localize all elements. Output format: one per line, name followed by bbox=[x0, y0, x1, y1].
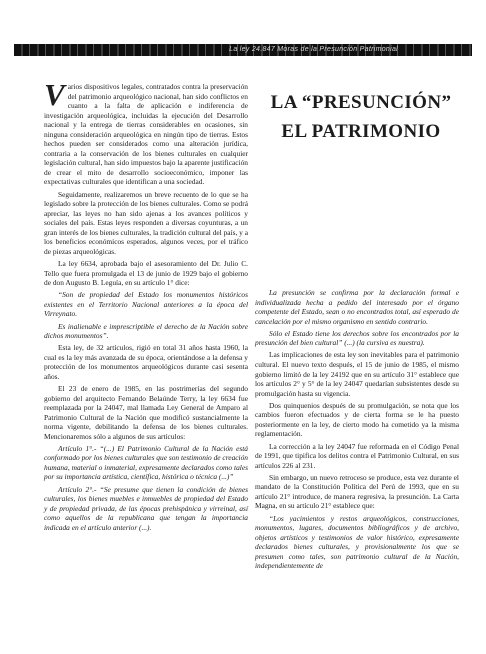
paragraph: La ley 6634, aprobada bajo el asesoramiento del Dr. Julio C. Tello que fuera promulgada el 13 de junio de 1929 bajo el gobierno de don Augusto B. Leguía, en su artículo 1° dice: bbox=[44, 259, 248, 288]
right-column bbox=[255, 288, 459, 571]
quote: Sólo el Estado tiene los derechos sobre los encontrados por la presunción del bien cultural” (...) (la cursiva es nuestra). bbox=[255, 328, 459, 348]
intro-paragraph bbox=[44, 77, 248, 187]
header-banner bbox=[14, 44, 472, 56]
quote: Artículo 1°.- “(...) El Patrimonio Cultural de la Nación está conformado por los bienes culturales que son testimonio de creación humana, material o inmaterial, expresamente declarados como tales por su importancia artística, científica, histórica o técnica (...)” bbox=[44, 443, 248, 482]
banner-text: La ley 24.847 Moras de la Presunción Patrimonial bbox=[229, 46, 398, 53]
quote: La presunción se confirma por la declaración formal e individualizada hecha a pedido del interesado por el órgano competente del Estado, sean o no encontrados total, así esperado de cancelación por el mismo organismo en sentido contrario. bbox=[255, 288, 459, 326]
title-line-1: LA “PRESUNCIÓN” bbox=[270, 92, 452, 113]
article-title bbox=[254, 90, 468, 144]
paragraph: El 23 de enero de 1985, en las postrimerías del segundo gobierno del arquitecto Fernando Belaúnde Terry, la ley 6634 fue reemplazada por la 24047, mal llamada Ley General de Amparo al Patrimonio Cultural de la Nación que modificó sustancialmente la norma vigente, debilitando la defensa de los bienes culturales. Mencionaremos sólo a algunos de sus artículos: bbox=[44, 383, 248, 441]
left-column bbox=[44, 77, 248, 532]
quote: “Son de propiedad del Estado los monumentos históricos existentes en el Territorio Nacional anteriores a la época del Virreynato. bbox=[44, 290, 248, 319]
paragraph: Seguidamente, realizaremos un breve recuento de lo que se ha legislado sobre la protección de los bienes culturales. Como se podrá apreciar, las leyes no han sido ajenas a los avances políticos y sociales del país. Estas leyes responden a diversas coyunturas, a un gran interés de los bienes culturales, la tradición cultural del país, y a los beneficios económicos esperados, algunos veces, por el tráfico de piezas arqueológicas. bbox=[44, 189, 248, 256]
quote: “Los yacimientos y restos arqueológicos, construcciones, monumentos, lugares, documentos bibliográficos y de archivo, objetos artísticos y testimonios de valor histórico, expresamente declarados bienes culturales, y provisionalmente los que se presumen como tales, son patrimonio cultural de la Nación, independientemente de bbox=[255, 513, 459, 571]
drop-cap: V bbox=[44, 77, 65, 112]
title-line-2: EL PATRIMONIO bbox=[281, 121, 441, 142]
quote: Artículo 2°.- “Se presume que tienen la condición de bienes culturales, los bienes muebles e inmuebles de propiedad del Estado y de propiedad privada, de las épocas prehispánica y virreinal, así como aquellos de la republicana que tengan la importancia indicada en el artículo anterior (...). bbox=[44, 484, 248, 532]
paragraph: Dos quinquenios después de su promulgación, se nota que los cambios fueron efectuados y de cierta forma se le ha puesto posteriormente en la ley, de cierto modo ha cometido ya la misma reglamentación. bbox=[255, 400, 459, 439]
intro-text: arios dispositivos legales, contratados contra la preservación del patrimonio arqueológico nacional, han sido conflictos en cuanto a la falta de aplicación e indiferencia de investigación arqueológica, incluidas la ejecución del Desarrollo nacional y la entrega de tierras considerables en ocasiones, sin ninguna consideración arqueológica en ningún tipo de tierras. Estos hechos pueden ser considerados como una alteración jurídica, contraria a la conservación de los bienes culturales en cualquier legislación cultural, han sido impuestos bajo la aparente justificación de crear el mito de desarrollo socioeconómico, imponer las expectativas culturales que identifican a una sociedad. bbox=[44, 82, 248, 187]
paragraph: Sin embargo, un nuevo retroceso se produce, esta vez durante el mandato de la Constitución Política del Perú de 1993, que en su artículo 21° introduce, de manera regresiva, la presunción. La Carta Magna, en su artículo 21° establece que: bbox=[255, 472, 459, 511]
paragraph: Esta ley, de 32 artículos, rigió en total 31 años hasta 1960, la cual es la ley más avanzada de su época, orientándose a la defensa y protección de los monumentos arqueológicos durante casi sesenta años. bbox=[44, 343, 248, 381]
paragraph: Las implicaciones de esta ley son inevitables para el patrimonio cultural. El nuevo texto después, el 15 de junio de 1985, el mismo gobierno limitó de la ley 24192 que en su artículo 31° establece que los artículos 2° y 5° de la ley 24047 quedarían subsistentes desde su promulgación hasta su vigencia. bbox=[255, 350, 459, 398]
paragraph: La corrección a la ley 24047 fue reformada en el Código Penal de 1991, que tipifica los delitos contra el Patrimonio Cultural, en sus artículos 226 al 231. bbox=[255, 441, 459, 470]
quote: Es inalienable e imprescriptible el derecho de la Nación sobre dichos monumentos”. bbox=[44, 321, 248, 341]
